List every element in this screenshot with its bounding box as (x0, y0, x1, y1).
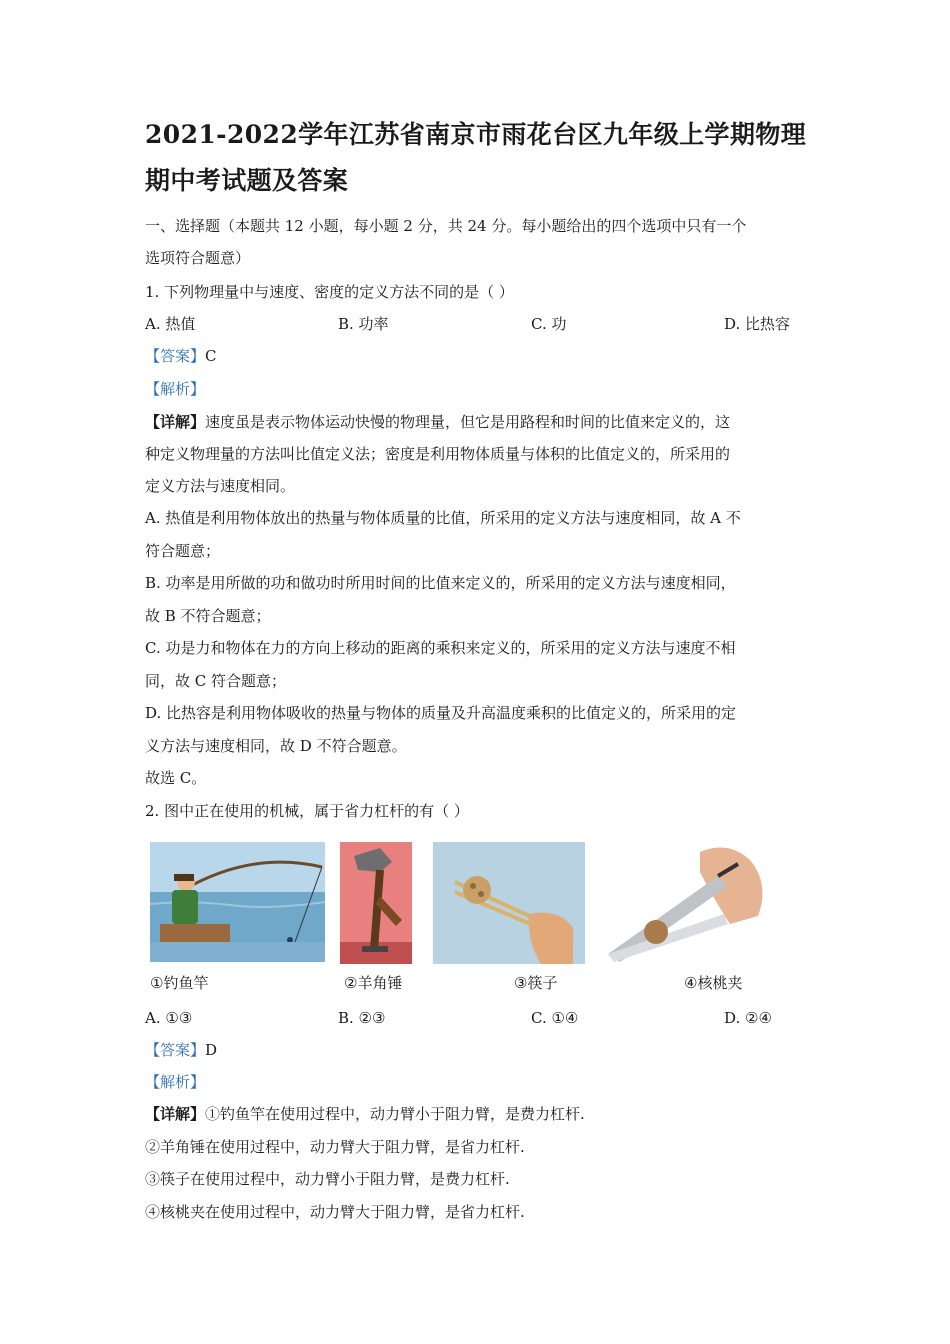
q1-stem: 1. 下列物理量中与速度、密度的定义方法不同的是（ ） (145, 283, 514, 301)
q1-detail-line-9: 同，故 C 符合题意； (145, 672, 287, 690)
q2-detail-line-1 (145, 1104, 585, 1124)
answer-tag: 【答案】 (145, 347, 206, 365)
caption-fishing-rod: ①钓鱼竿 (150, 974, 209, 992)
answer-tag: 【答案】 (145, 1041, 206, 1059)
q1-detail-line-5: 符合题意； (145, 542, 221, 560)
caption-chopsticks: ③筷子 (514, 974, 558, 992)
q1-detail-line-8: C. 功是力和物体在力的方向上移动的距离的乘积来定义的，所采用的定义方法与速度不相 (145, 639, 736, 657)
q2-option-c: C. ①④ (531, 1009, 579, 1027)
detail-text: ①钓鱼竿在使用过程中，动力臂小于阻力臂，是费力杠杆. (205, 1105, 585, 1123)
section-heading-line-2: 选项符合题意） (145, 249, 251, 267)
fishing-rod-illustration (150, 842, 325, 962)
q2-detail-line-4: ④核桃夹在使用过程中，动力臂大于阻力臂，是省力杠杆. (145, 1203, 525, 1221)
q1-detail-line-12: 故选 C。 (145, 769, 207, 787)
detail-tag: 【详解】 (145, 413, 206, 431)
q1-answer (145, 346, 217, 366)
answer-value: C (205, 347, 217, 365)
q1-detail-line-10: D. 比热容是利用物体吸收的热量与物体的质量及升高温度乘积的比值定义的，所采用的定 (145, 704, 737, 722)
q2-answer (145, 1040, 217, 1060)
q2-option-b: B. ②③ (338, 1009, 386, 1027)
q1-detail-line-11: 义方法与速度相同，故 D 不符合题意。 (145, 737, 407, 755)
q2-option-d: D. ②④ (724, 1009, 772, 1027)
q2-analysis-tag: 【解析】 (145, 1073, 206, 1091)
q1-detail-line-6: B. 功率是用所做的功和做功时所用时间的比值来定义的，所采用的定义方法与速度相同， (145, 574, 736, 592)
q2-stem: 2. 图中正在使用的机械，属于省力杠杆的有（ ） (145, 802, 469, 820)
claw-hammer-illustration (340, 842, 412, 964)
q1-option-c: C. 功 (531, 315, 567, 333)
q1-option-b: B. 功率 (338, 315, 389, 333)
detail-text: 速度虽是表示物体运动快慢的物理量，但它是用路程和时间的比值来定义的，这 (205, 413, 731, 431)
q1-detail-line-4: A. 热值是利用物体放出的热量与物体质量的比值，所采用的定义方法与速度相同，故 A 不 (145, 509, 741, 527)
q1-analysis-tag: 【解析】 (145, 380, 206, 398)
q1-option-a: A. 热值 (145, 315, 196, 333)
fishing-rod-figure (150, 842, 325, 962)
chopsticks-illustration (433, 842, 585, 964)
chopsticks-figure (433, 842, 585, 964)
q2-detail-line-3: ③筷子在使用过程中，动力臂小于阻力臂，是费力杠杆. (145, 1170, 510, 1188)
q2-option-a: A. ①③ (145, 1009, 193, 1027)
q1-detail-line-7: 故 B 不符合题意； (145, 607, 271, 625)
detail-tag: 【详解】 (145, 1105, 206, 1123)
caption-claw-hammer: ②羊角锤 (344, 974, 403, 992)
q1-detail-line-2: 种定义物理量的方法叫比值定义法；密度是利用物体质量与体积的比值定义的，所采用的 (145, 445, 731, 463)
answer-value: D (205, 1041, 218, 1059)
nutcracker-illustration (600, 842, 770, 964)
q1-detail-line-1 (145, 412, 730, 432)
caption-nutcracker: ④核桃夹 (684, 974, 743, 992)
claw-hammer-figure (340, 842, 412, 964)
document-title: 2021-2022学年江苏省南京市雨花台区九年级上学期物理期中考试题及答案 (145, 120, 807, 195)
q1-option-d: D. 比热容 (724, 315, 791, 333)
q1-detail-line-3: 定义方法与速度相同。 (145, 477, 296, 495)
section-heading-line-1: 一、选择题（本题共 12 小题，每小题 2 分，共 24 分。每小题给出的四个选项中只有一个 (145, 217, 747, 235)
nutcracker-figure (600, 842, 770, 964)
q2-detail-line-2: ②羊角锤在使用过程中，动力臂大于阻力臂，是省力杠杆. (145, 1138, 525, 1156)
